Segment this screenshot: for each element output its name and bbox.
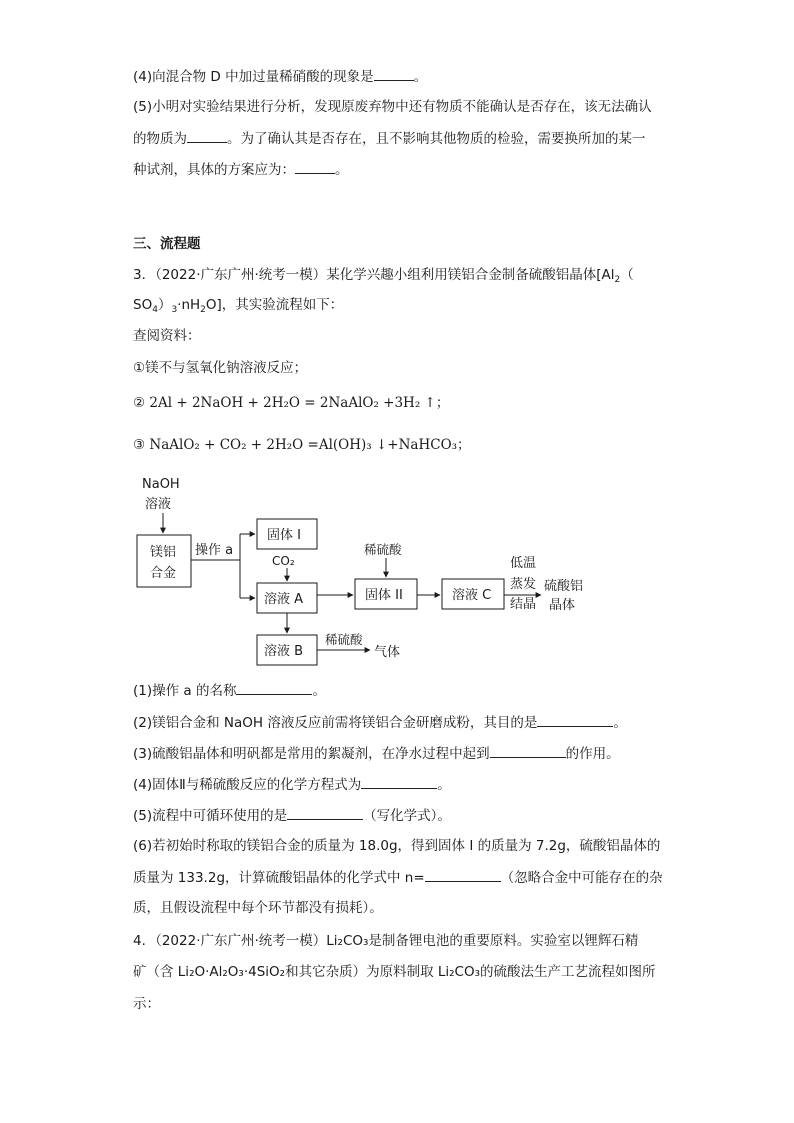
answer-blank[interactable] [361, 774, 437, 789]
answer-blank[interactable] [295, 159, 335, 174]
q3-part6-line2: 质量为 133.2g，计算硫酸铝晶体的化学式中 n= （忽略合金中可能存在的杂 [133, 867, 663, 888]
q2-part4: (4)向混合物 D 中加过量稀硝酸的现象是 。 [133, 66, 427, 87]
low-temp-label: 低温 [510, 556, 537, 571]
answer-blank[interactable] [236, 680, 312, 695]
section-heading: 三、流程题 [133, 236, 201, 252]
q3-intro-line2: $SO_4)_3\cdot nH_2O$]，其实验流程如下： [133, 297, 344, 315]
q4-intro-line1: 4．（2022·广东广州·统考一模）Li₂CO₃是制备锂电池的重要原料。实验室以锂辉石精 [133, 933, 639, 949]
naoh-solution-label: 溶液 [145, 497, 172, 512]
solid1-label: 固体 I [267, 528, 301, 543]
crystallize-label: 结晶 [510, 597, 537, 612]
q3-part4: (4)固体Ⅱ与稀硫酸反应的化学方程式为 。 [133, 774, 451, 795]
answer-blank[interactable] [537, 712, 613, 727]
solutionA-label: 溶液 A [264, 592, 304, 607]
solutionB-label: 溶液 B [264, 644, 304, 659]
naoh-label: NaOH [142, 477, 180, 492]
answer-blank[interactable] [287, 805, 363, 820]
answer-blank[interactable] [187, 128, 227, 143]
q3-intro-line1: 3．（2022·广东广州·统考一模）某化学兴趣小组利用镁铝合金制备硫酸铝晶体[$Al_2$（ [133, 267, 634, 285]
q3-part6-line3: 质，且假设流程中每个环节都没有损耗）。 [133, 900, 383, 916]
alloy-label-1: 镁铝 [150, 545, 177, 560]
alloy-label-2: 合金 [150, 566, 177, 581]
operation-a-label: 操作 a [195, 543, 234, 558]
gas-label: 气体 [374, 645, 401, 660]
answer-blank[interactable] [425, 867, 501, 882]
q3-reference-1: ①镁不与氢氧化钠溶液反应； [133, 360, 308, 376]
dilute-acid-label-1: 稀硫酸 [364, 542, 402, 557]
q4-intro-line2: 矿（含 Li₂O·Al₂O₃·4SiO₂和其它杂质）为原料制取 Li₂CO₃的硫酸法生产工艺流程如图所 [133, 964, 656, 980]
evaporate-label: 蒸发 [510, 577, 537, 592]
q3-part1: (1)操作 a 的名称 。 [133, 680, 326, 701]
q2-part5-line1: (5)小明对实验结果进行分析，发现原废弃物中还有物质不能确认是否存在，该无法确认 [133, 99, 652, 115]
product-label-2: 晶体 [549, 598, 576, 613]
q2-part5-line2: 的物质为 。为了确认其是否存在，且不影响其他物质的检验，需要换所加的某一 [133, 128, 646, 149]
q3-reference-title: 查阅资料： [133, 328, 201, 344]
q3-reference-2: ② 2Al + 2NaOH + 2H₂O = 2NaAlO₂ +3H₂ ↑； [133, 395, 450, 411]
answer-blank[interactable] [374, 66, 414, 81]
q3-part2: (2)镁铝合金和 NaOH 溶液反应前需将镁铝合金研磨成粉，其目的是 。 [133, 712, 627, 733]
q2-part5-line3: 种试剂，具体的方案应为： 。 [133, 159, 349, 180]
co2-label: CO₂ [272, 554, 295, 568]
dilute-acid-label-2: 稀硫酸 [325, 632, 363, 647]
q3-part5: (5)流程中可循环使用的是 （写化学式）。 [133, 805, 451, 826]
solid2-label: 固体 II [365, 588, 403, 603]
process-flow-diagram [0, 470, 794, 670]
q3-reference-3: ③ NaAlO₂ + CO₂ + 2H₂O =Al(OH)₃ ↓+NaHCO₃； [133, 437, 471, 453]
solutionC-label: 溶液 C [452, 588, 492, 603]
q3-part6-line1: (6)若初始时称取的镁铝合金的质量为 18.0g，得到固体 I 的质量为 7.2g，硫酸铝晶体的 [133, 838, 661, 854]
q3-part3: (3)硫酸铝晶体和明矾都是常用的絮凝剂，在净水过程中起到 的作用。 [133, 743, 620, 764]
product-label-1: 硫酸铝 [544, 579, 584, 594]
q4-intro-line3: 示： [133, 996, 160, 1012]
answer-blank[interactable] [490, 743, 566, 758]
